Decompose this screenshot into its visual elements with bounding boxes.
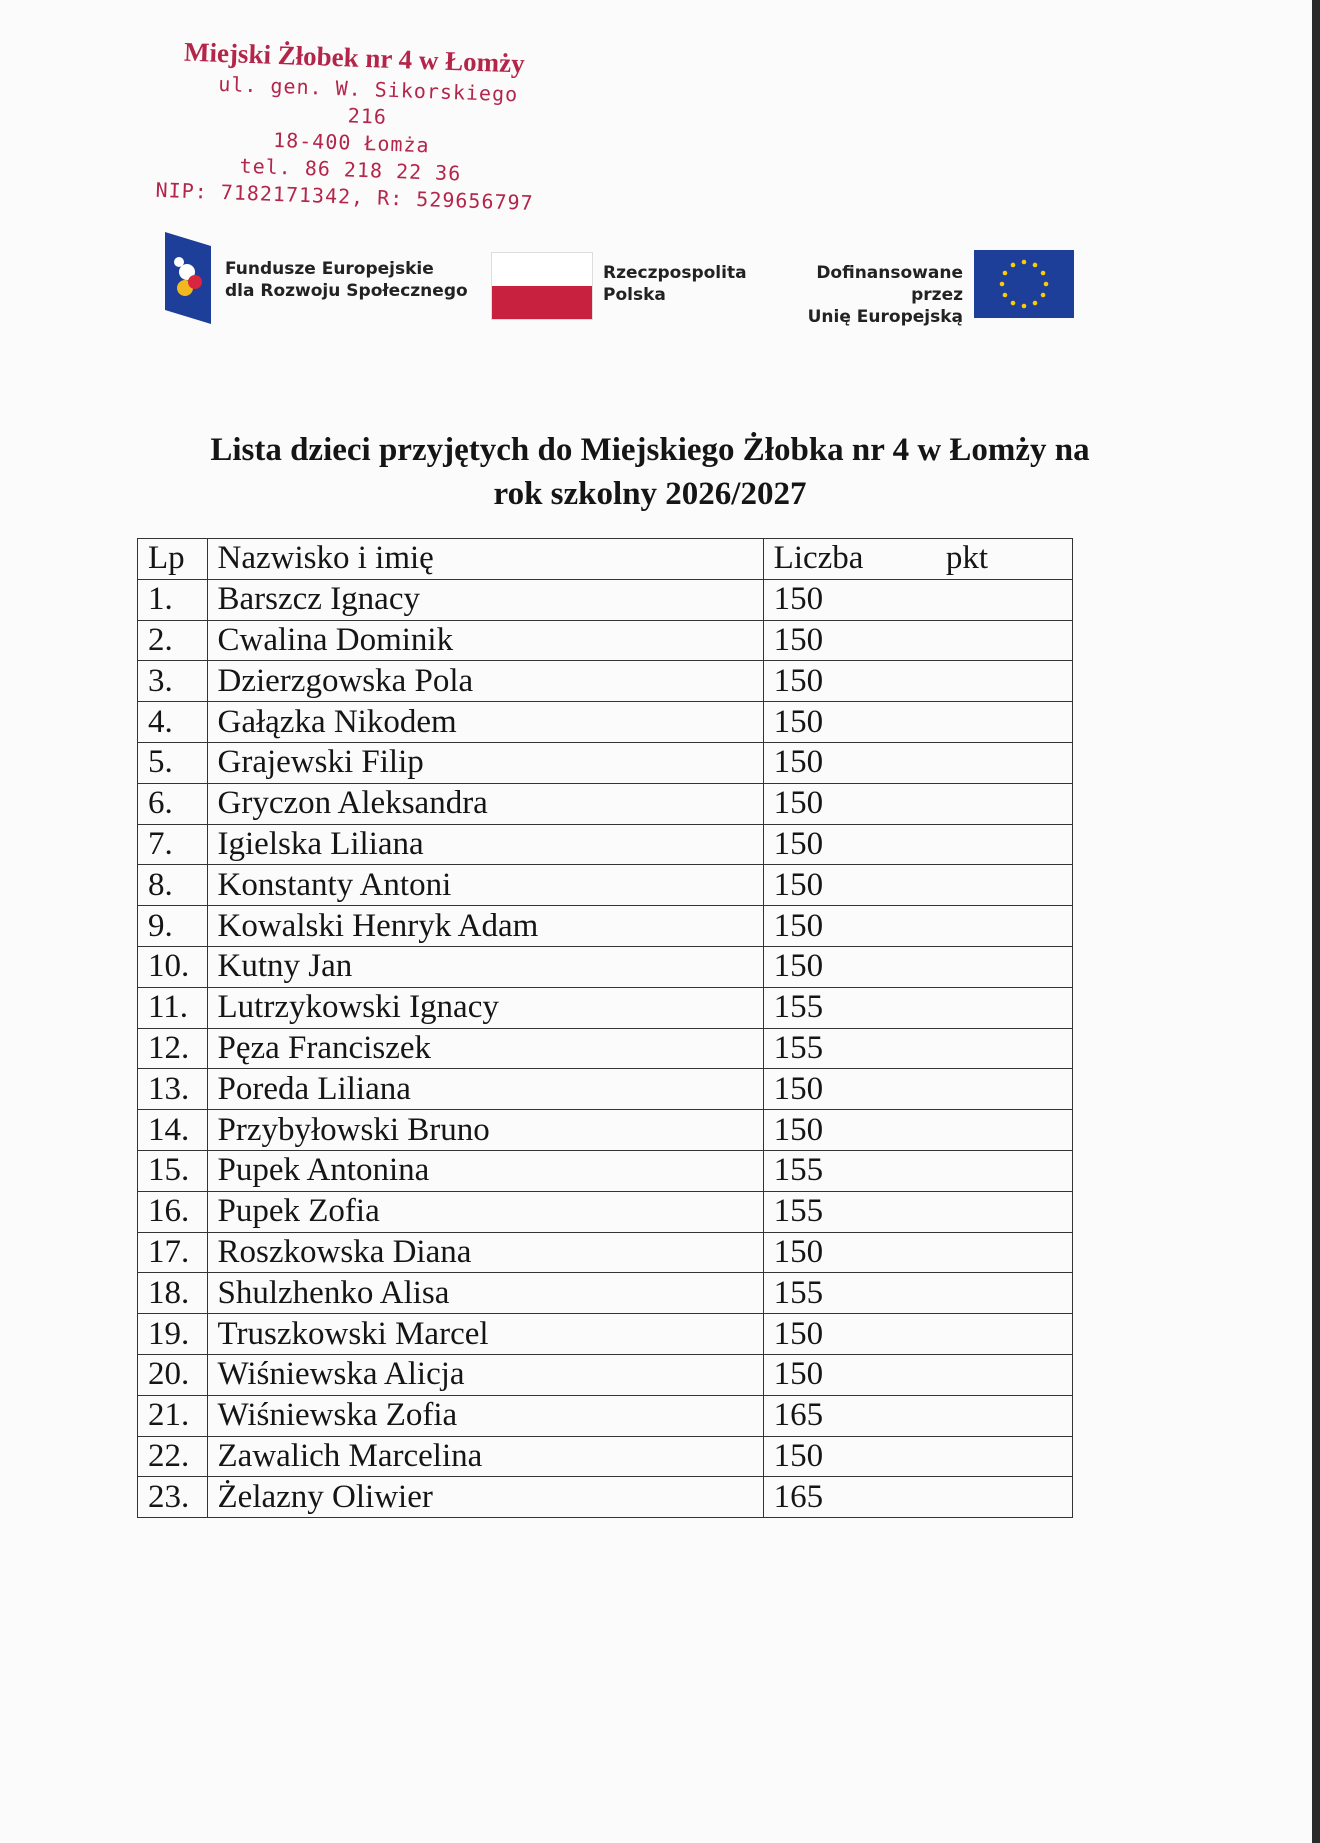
row-points: 150: [763, 620, 1072, 661]
row-points: 150: [763, 1436, 1072, 1477]
row-name: Kowalski Henryk Adam: [207, 906, 763, 947]
eu-star-icon: [1041, 293, 1046, 298]
funding-logos-bar: [165, 230, 1077, 330]
table-row: [138, 1477, 1073, 1518]
page-title: [120, 428, 1180, 516]
fundusze-europejskie-logo-icon: [165, 232, 215, 324]
stamp-city: 18-400 Łomża: [272, 127, 431, 158]
header-points: [763, 539, 1072, 580]
row-lp: 1.: [138, 579, 208, 620]
table-row: [138, 1110, 1073, 1151]
header-points-label: Liczba: [773, 540, 864, 577]
row-lp: 23.: [138, 1477, 208, 1518]
row-name: Roszkowska Diana: [207, 1232, 763, 1273]
row-lp: 11.: [138, 987, 208, 1028]
row-points: 155: [763, 987, 1072, 1028]
table-row: [138, 865, 1073, 906]
eu-star-icon: [1000, 282, 1005, 287]
fundusze-europejskie-text: [225, 258, 468, 302]
row-name: Konstanty Antoni: [207, 865, 763, 906]
table-row: [138, 661, 1073, 702]
eu-flag-icon: [974, 250, 1074, 318]
table-row: [138, 783, 1073, 824]
table-row: [138, 906, 1073, 947]
table-row: [138, 1436, 1073, 1477]
row-name: Gryczon Aleksandra: [207, 783, 763, 824]
eu-cofunding-text: [775, 262, 963, 328]
table-row: [138, 1028, 1073, 1069]
row-points: 150: [763, 946, 1072, 987]
eu-star-icon: [1011, 263, 1016, 268]
table-row: [138, 1232, 1073, 1273]
table-row: [138, 987, 1073, 1028]
eu-star-icon: [1033, 263, 1038, 268]
row-points: 150: [763, 1110, 1072, 1151]
table-row: [138, 1395, 1073, 1436]
table-row: [138, 1273, 1073, 1314]
row-name: Żelazny Oliwier: [207, 1477, 763, 1518]
row-lp: 7.: [138, 824, 208, 865]
row-name: Poreda Liliana: [207, 1069, 763, 1110]
row-points: 155: [763, 1028, 1072, 1069]
admissions-table: [137, 538, 1073, 1518]
row-name: Wiśniewska Zofia: [207, 1395, 763, 1436]
row-lp: 17.: [138, 1232, 208, 1273]
row-lp: 5.: [138, 742, 208, 783]
fe-line-1: Fundusze Europejskie: [225, 259, 434, 279]
table-row: [138, 1314, 1073, 1355]
row-lp: 2.: [138, 620, 208, 661]
row-lp: 22.: [138, 1436, 208, 1477]
row-points: 150: [763, 783, 1072, 824]
row-points: 150: [763, 579, 1072, 620]
table-row: [138, 579, 1073, 620]
row-name: Dzierzgowska Pola: [207, 661, 763, 702]
table-row: [138, 702, 1073, 743]
polish-flag-icon: [491, 252, 593, 320]
table-row: [138, 824, 1073, 865]
table-row: [138, 742, 1073, 783]
row-name: Przybyłowski Bruno: [207, 1110, 763, 1151]
eu-star-icon: [1022, 304, 1027, 309]
ue-line-1: Dofinansowane przez: [816, 263, 963, 305]
row-lp: 9.: [138, 906, 208, 947]
table-row: [138, 1191, 1073, 1232]
eu-star-icon: [1033, 301, 1038, 306]
row-lp: 8.: [138, 865, 208, 906]
row-points: 150: [763, 865, 1072, 906]
row-name: Gałązka Nikodem: [207, 702, 763, 743]
eu-star-icon: [1022, 260, 1027, 265]
table-row: [138, 946, 1073, 987]
row-points: 155: [763, 1273, 1072, 1314]
rzeczpospolita-text: [603, 262, 747, 306]
row-name: Pupek Zofia: [207, 1191, 763, 1232]
row-points: 155: [763, 1191, 1072, 1232]
row-name: Shulzhenko Alisa: [207, 1273, 763, 1314]
title-line-2: rok szkolny 2026/2027: [493, 476, 807, 512]
row-points: 150: [763, 661, 1072, 702]
row-lp: 3.: [138, 661, 208, 702]
institution-stamp: [155, 36, 545, 217]
eu-star-icon: [1003, 293, 1008, 298]
row-points: 150: [763, 824, 1072, 865]
row-lp: 4.: [138, 702, 208, 743]
eu-star-icon: [1003, 271, 1008, 276]
row-name: Wiśniewska Alicja: [207, 1354, 763, 1395]
stamp-street: ul. gen. W. Sikorskiego 216: [217, 71, 519, 129]
row-lp: 18.: [138, 1273, 208, 1314]
row-lp: 19.: [138, 1314, 208, 1355]
row-points: 150: [763, 742, 1072, 783]
table-row: [138, 1150, 1073, 1191]
rp-line-1: Rzeczpospolita: [603, 263, 747, 283]
row-points: 155: [763, 1150, 1072, 1191]
table-header-row: [138, 539, 1073, 580]
eu-star-icon: [1011, 301, 1016, 306]
row-name: Grajewski Filip: [207, 742, 763, 783]
row-points: 150: [763, 1314, 1072, 1355]
row-name: Barszcz Ignacy: [207, 579, 763, 620]
row-lp: 20.: [138, 1354, 208, 1395]
table-row: [138, 1069, 1073, 1110]
header-points-unit: pkt: [945, 540, 988, 577]
row-lp: 12.: [138, 1028, 208, 1069]
ue-line-2: Unię Europejską: [807, 307, 963, 327]
stamp-name: Miejski Żłobek nr 4 w Łomży: [183, 36, 526, 79]
row-name: Pęza Franciszek: [207, 1028, 763, 1069]
row-name: Kutny Jan: [207, 946, 763, 987]
row-name: Cwalina Dominik: [207, 620, 763, 661]
eu-star-icon: [1044, 282, 1049, 287]
row-name: Pupek Antonina: [207, 1150, 763, 1191]
header-lp: Lp: [138, 539, 208, 580]
row-lp: 15.: [138, 1150, 208, 1191]
table-row: [138, 620, 1073, 661]
rp-line-2: Polska: [603, 285, 666, 305]
table-row: [138, 1354, 1073, 1395]
row-lp: 6.: [138, 783, 208, 824]
row-name: Zawalich Marcelina: [207, 1436, 763, 1477]
row-lp: 21.: [138, 1395, 208, 1436]
row-points: 165: [763, 1395, 1072, 1436]
header-name: Nazwisko i imię: [207, 539, 763, 580]
row-points: 165: [763, 1477, 1072, 1518]
row-lp: 14.: [138, 1110, 208, 1151]
row-points: 150: [763, 1069, 1072, 1110]
row-points: 150: [763, 906, 1072, 947]
row-lp: 16.: [138, 1191, 208, 1232]
stamp-ids: NIP: 7182171342, R: 529656797: [155, 177, 535, 215]
row-name: Lutrzykowski Ignacy: [207, 987, 763, 1028]
stamp-phone: tel. 86 218 22 36: [239, 153, 462, 186]
row-points: 150: [763, 1354, 1072, 1395]
row-lp: 10.: [138, 946, 208, 987]
row-points: 150: [763, 1232, 1072, 1273]
title-line-1: Lista dzieci przyjętych do Miejskiego Żłobka nr 4 w Łomży na: [210, 432, 1090, 468]
row-name: Igielska Liliana: [207, 824, 763, 865]
eu-star-icon: [1041, 271, 1046, 276]
row-name: Truszkowski Marcel: [207, 1314, 763, 1355]
row-lp: 13.: [138, 1069, 208, 1110]
row-points: 150: [763, 702, 1072, 743]
fe-line-2: dla Rozwoju Społecznego: [225, 281, 468, 301]
